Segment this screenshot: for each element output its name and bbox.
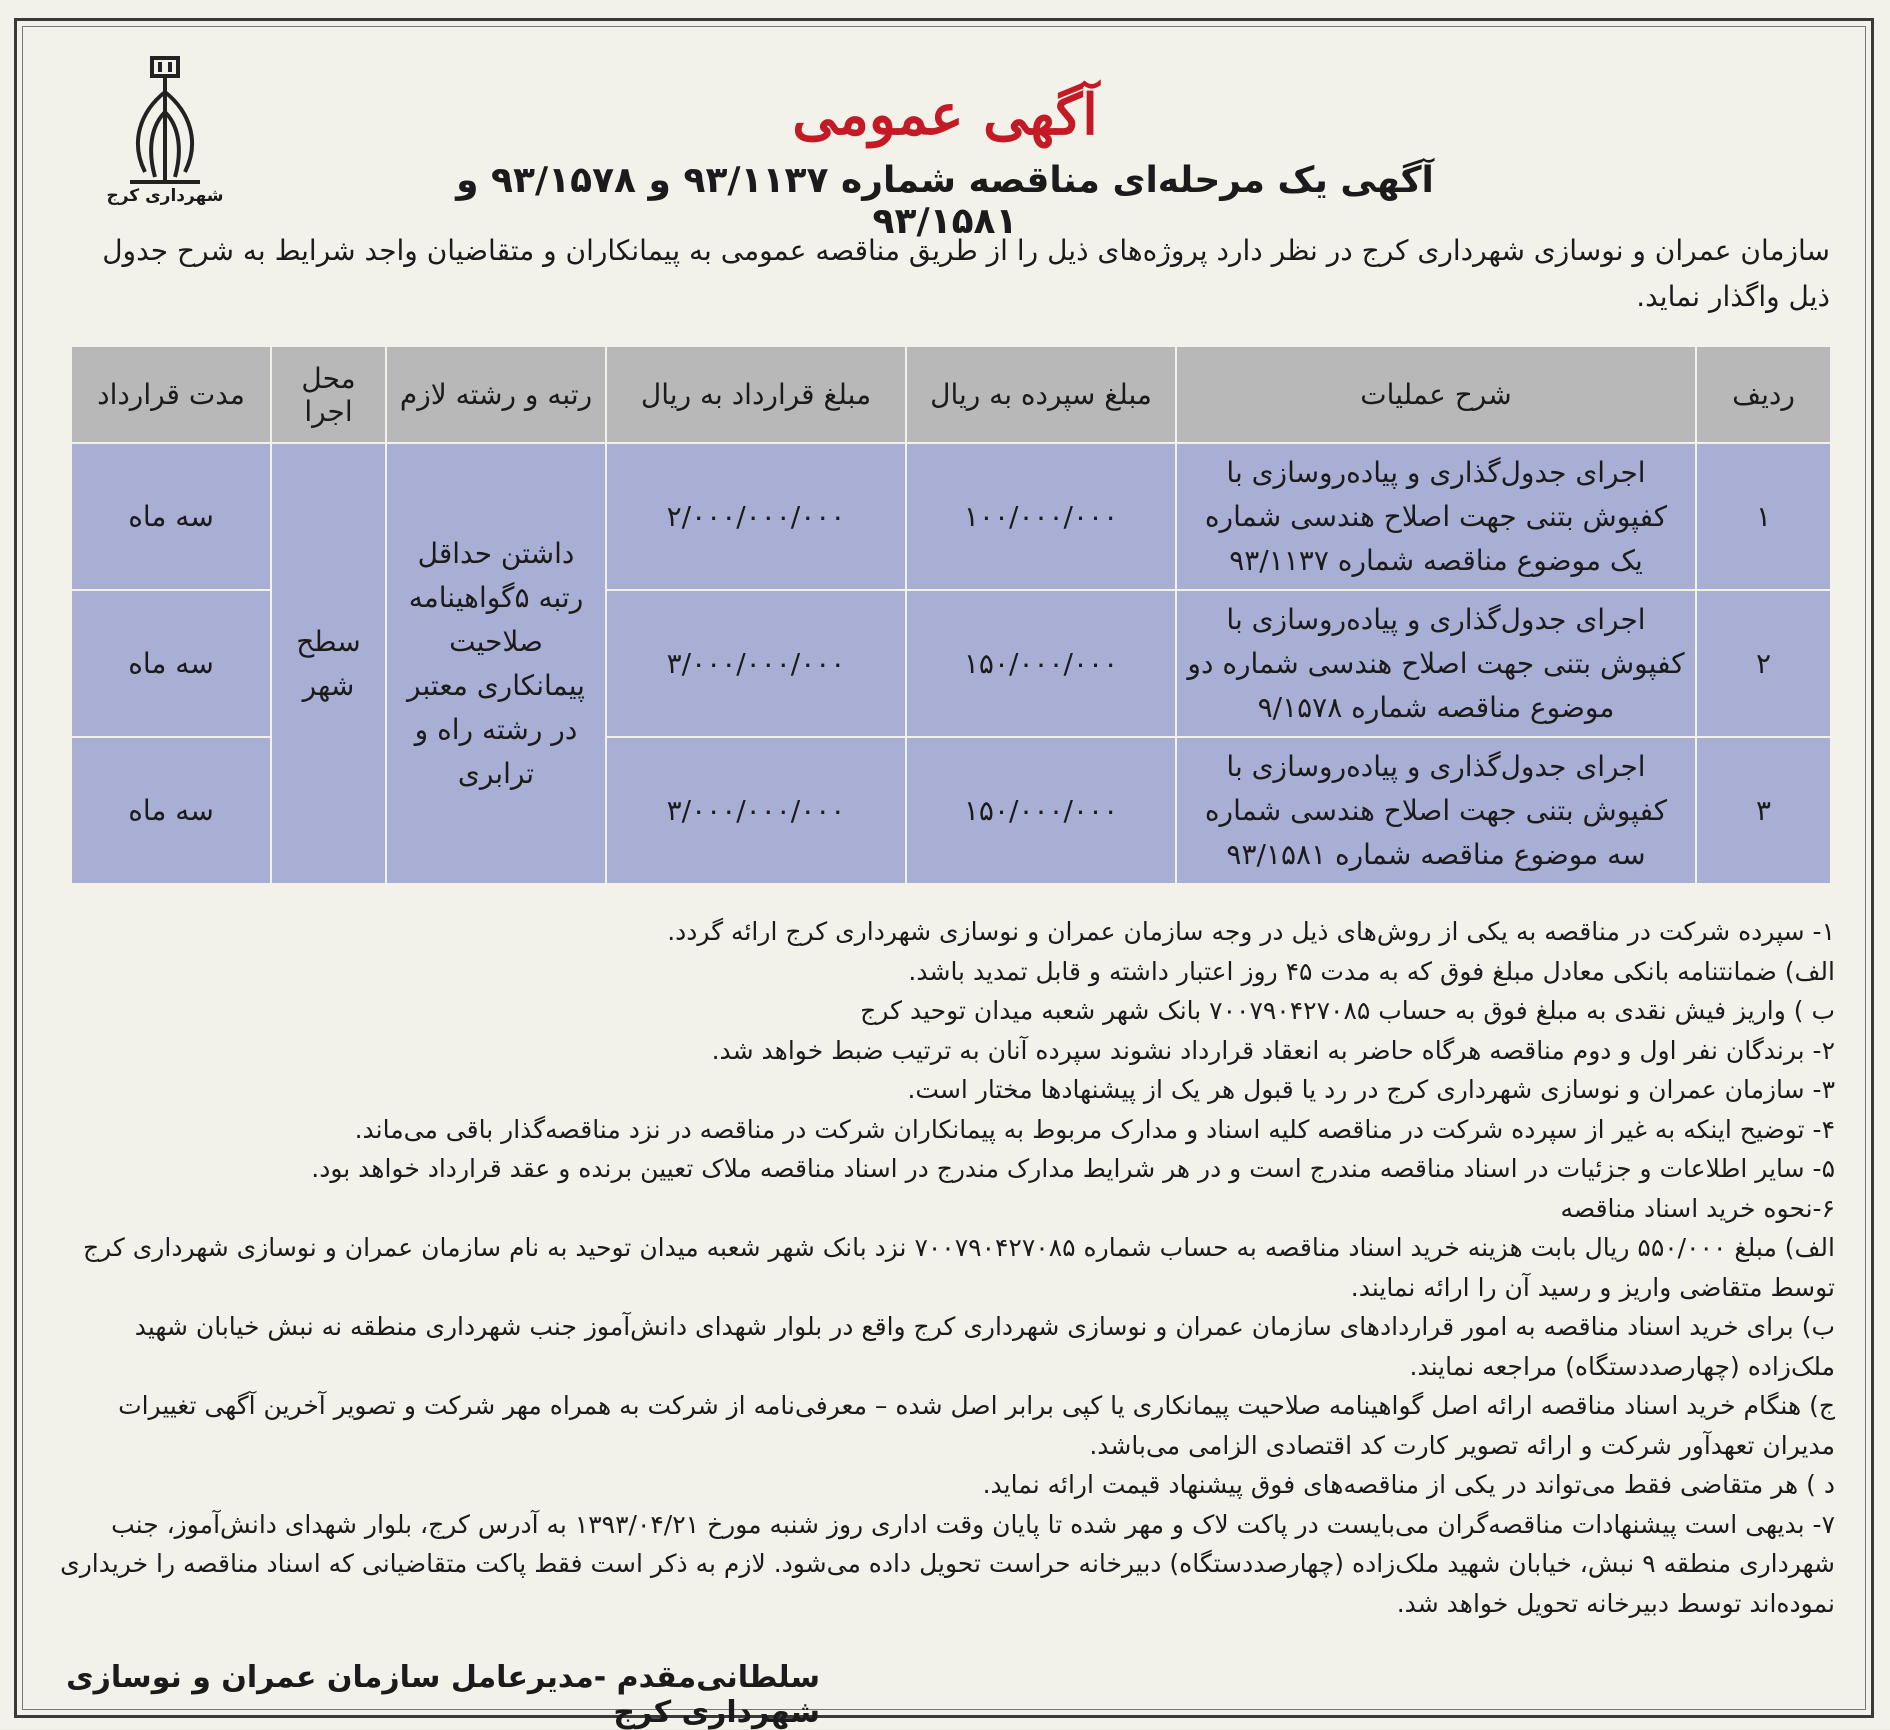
conditions-list (60, 912, 1835, 1623)
table-header-row (71, 346, 1831, 443)
header-grade: رتبه و رشته لازم (386, 346, 606, 443)
row-duration: سه ماه (71, 443, 271, 590)
row-deposit: ۱۰۰/۰۰۰/۰۰۰ (906, 443, 1176, 590)
row-duration: سه ماه (71, 737, 271, 884)
row-description: اجرای جدول‌گذاری و پیاده‌روسازی با کفپوش بتنی جهت اصلاح هندسی شماره یک موضوع مناقصه شماره ۹۳/۱۱۳۷ (1176, 443, 1696, 590)
notice-title: آگهی عمومی (792, 82, 1098, 148)
row-deposit: ۱۵۰/۰۰۰/۰۰۰ (906, 737, 1176, 884)
condition-item: الف) مبلغ ۵۵۰/۰۰۰ ریال بابت هزینه خرید اسناد مناقصه به حساب شماره ۷۰۰۷۹۰۴۲۷۰۸۵ نزد بانک شهر شعبه میدان توحید به نام سازمان عمران و نوسازی شهرداری کرج توسط متقاضی واریز و رسید آن را ارائه نمایند. (82, 1233, 1835, 1302)
intro-paragraph: سازمان عمران و نوسازی شهرداری کرج در نظر دارد پروژه‌های ذیل را از طریق مناقصه عمومی به پیمانکاران و متقاضیان واجد شرایط به شرح جدول ذیل واگذار نماید. (102, 234, 1830, 313)
condition-item: ۵- سایر اطلاعات و جزئیات در اسناد مناقصه مندرج است و در هر شرایط مدارک مندرج در اسناد مناقصه ملاک تعیین برنده و عقد قرارداد خواهد بود. (311, 1154, 1835, 1183)
condition-item: ۷- بدیهی است پیشنهادات مناقصه‌گران می‌بایست در پاکت لاک و مهر شده تا پایان وقت اداری روز شنبه مورخ ۱۳۹۳/۰۴/۲۱ به آدرس کرج، بلوار شهدای دانش‌آموز، جنب شهرداری منطقه ۹ نبش، خیابان شهید ملک‌زاده (چهارصددستگاه) دبیرخانه حراست تحویل داده می‌شود. لازم به ذکر است فقط پاکت متقاضیانی که اسناد مناقصه را خریداری نموده‌اند توسط دبیرخانه تحویل خواهد شد. (60, 1509, 1835, 1618)
grade-cell: داشتن حداقل رتبه ۵گواهینامه صلاحیت پیمانکاری معتبر در رشته راه و ترابری (386, 443, 606, 884)
condition-item: ۲- برندگان نفر اول و دوم مناقصه هرگاه حاضر به انعقاد قرارداد نشوند سپرده آنان به ترتیب ضبط خواهد شد. (711, 1035, 1835, 1065)
header-contract-amount: مبلغ قرارداد به ریال (606, 346, 906, 443)
table-row (71, 443, 1831, 590)
condition-item: ب ) واریز فیش نقدی به مبلغ فوق به حساب ۷۰۰۷۹۰۴۲۷۰۸۵ بانک شهر شعبه میدان توحید کرج (860, 996, 1835, 1025)
condition-item: ۱- سپرده شرکت در مناقصه به یکی از روش‌های ذیل در وجه سازمان عمران و نوسازی شهرداری کرج ارائه گردد. (667, 917, 1835, 946)
row-description: اجرای جدول‌گذاری و پیاده‌روسازی با کفپوش بتنی جهت اصلاح هندسی شماره دو موضوع مناقصه شماره ۹/۱۵۷۸ (1176, 590, 1696, 737)
header-location: محل اجرا (271, 346, 386, 443)
condition-item: ۳- سازمان عمران و نوسازی شهرداری کرج در رد یا قبول هر یک از پیشنهادها مختار است. (907, 1075, 1835, 1104)
location-cell: سطح شهر (271, 443, 386, 884)
header-row-number: ردیف (1696, 346, 1831, 443)
condition-item: ۴- توضیح اینکه به غیر از سپرده شرکت در مناقصه کلیه اسناد و مدارک مربوط به پیمانکاران شرکت در مناقصه در نزد مناقصه‌گذار باقی می‌ماند. (354, 1114, 1835, 1144)
signature-line: سلطانی‌مقدم -مدیرعامل سازمان عمران و نوسازی شهرداری کرج (66, 1660, 820, 1730)
row-description: اجرای جدول‌گذاری و پیاده‌روسازی با کفپوش بتنی جهت اصلاح هندسی شماره سه موضوع مناقصه شماره ۹۳/۱۵۸۱ (1176, 737, 1696, 884)
row-number: ۳ (1696, 737, 1831, 884)
condition-item: ب) برای خرید اسناد مناقصه به امور قراردادهای سازمان عمران و نوسازی شهرداری کرج واقع در بلوار شهدای دانش‌آموز جنب شهرداری منطقه نه نبش خیابان شهید ملک‌زاده (چهارصددستگاه) مراجعه نمایند. (134, 1312, 1835, 1381)
header-description: شرح عملیات (1176, 346, 1696, 443)
row-duration: سه ماه (71, 590, 271, 737)
condition-item: د ) هر متقاضی فقط می‌تواند در یکی از مناقصه‌های فوق پیشنهاد قیمت ارائه نماید. (982, 1470, 1835, 1499)
row-contract: ۳/۰۰۰/۰۰۰/۰۰۰ (606, 590, 906, 737)
row-contract: ۳/۰۰۰/۰۰۰/۰۰۰ (606, 737, 906, 884)
tender-table (70, 345, 1832, 885)
row-number: ۱ (1696, 443, 1831, 590)
condition-item: الف) ضمانتنامه بانکی معادل مبلغ فوق که به مدت ۴۵ روز اعتبار داشته و قابل تمدید باشد. (908, 956, 1835, 986)
row-deposit: ۱۵۰/۰۰۰/۰۰۰ (906, 590, 1176, 737)
logo-caption: شهرداری کرج (106, 186, 224, 206)
header-deposit: مبلغ سپرده به ریال (906, 346, 1176, 443)
row-contract: ۲/۰۰۰/۰۰۰/۰۰۰ (606, 443, 906, 590)
header-duration: مدت قرارداد (71, 346, 271, 443)
notice-subtitle: آگهی یک مرحله‌ای مناقصه شماره ۹۳/۱۱۳۷ و ۹۳/۱۵۷۸ و ۹۳/۱۵۸۱ (456, 160, 1434, 242)
row-number: ۲ (1696, 590, 1831, 737)
condition-item: ۶-نحوه خرید اسناد مناقصه (1560, 1193, 1835, 1223)
condition-item: ج) هنگام خرید اسناد مناقصه ارائه اصل گواهینامه صلاحیت پیمانکاری یا کپی برابر اصل شده – معرفی‌نامه از شرکت به همراه مهر شرکت و تصویر آخرین آگهی تغییرات مدیران تعهدآور شرکت و ارائه تصویر کارت کد اقتصادی الزامی می‌باشد. (118, 1391, 1835, 1460)
